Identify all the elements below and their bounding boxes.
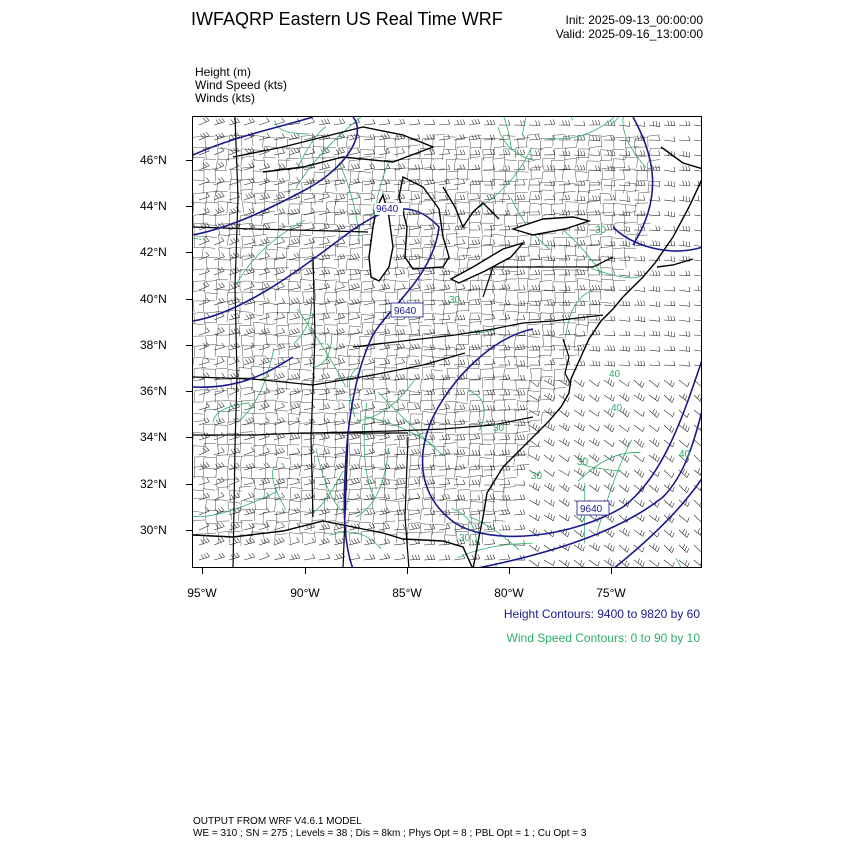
plot-title: IWFAQRP Eastern US Real Time WRF	[191, 9, 503, 29]
longitude-label: 80°W	[494, 586, 524, 600]
longitude-tick	[509, 568, 510, 574]
wind-speed-contour-line	[213, 403, 249, 423]
latitude-tick	[186, 484, 192, 485]
longitude-label: 85°W	[392, 586, 422, 600]
latitude-tick	[186, 299, 192, 300]
wind-contour-label: 40	[611, 403, 623, 414]
latitude-label: 40°N	[140, 292, 167, 306]
map-canvas	[193, 117, 702, 568]
wind-speed-contour-line	[356, 380, 414, 421]
wind-contour-label: 30	[531, 471, 543, 482]
latitude-tick	[186, 206, 192, 207]
latitude-tick	[186, 530, 192, 531]
state-boundaries	[193, 117, 702, 568]
longitude-label: 90°W	[290, 586, 320, 600]
wind-contour-label: 40	[609, 369, 621, 380]
model-info-line: OUTPUT FROM WRF V4.6.1 MODEL	[193, 816, 362, 827]
height-contour-label: 9640	[580, 504, 603, 515]
latitude-label: 46°N	[140, 153, 167, 167]
longitude-tick	[305, 568, 306, 574]
wind-speed-contour-line	[272, 466, 285, 510]
wind-speed-contour-line	[296, 127, 326, 171]
latitude-label: 36°N	[140, 384, 167, 398]
wind-speed-contour-line	[356, 448, 389, 517]
wind-contour-label: 30	[595, 225, 607, 236]
wind-speed-contours	[193, 117, 702, 568]
latitude-label: 38°N	[140, 338, 167, 352]
wind-contour-label: 30	[577, 457, 589, 468]
longitude-label: 95°W	[187, 586, 217, 600]
longitude-tick	[202, 568, 203, 574]
winds-field-label: Winds (kts)	[195, 91, 255, 105]
wind-speed-contour-line	[522, 117, 544, 135]
height-contours	[193, 117, 702, 568]
init-time: Init: 2025-09-13_00:00:00	[565, 13, 703, 27]
height-contour-label: 9640	[394, 306, 417, 317]
wind-contour-label: 40	[679, 449, 691, 460]
wind-contour-label: 30	[449, 295, 461, 306]
latitude-label: 30°N	[140, 523, 167, 537]
latitude-tick	[186, 160, 192, 161]
latitude-tick	[186, 252, 192, 253]
height-contours-legend: Height Contours: 9400 to 9820 by 60	[503, 607, 700, 621]
wind-barbs	[199, 117, 702, 567]
longitude-label: 75°W	[596, 586, 626, 600]
wind-speed-contour-line	[623, 117, 646, 168]
contour-labels	[375, 203, 691, 544]
height-contour-label: 9640	[376, 204, 399, 215]
longitude-tick	[611, 568, 612, 574]
wind-contours-legend: Wind Speed Contours: 0 to 90 by 10	[506, 631, 700, 645]
map-panel	[192, 116, 702, 568]
latitude-label: 34°N	[140, 430, 167, 444]
latitude-label: 42°N	[140, 245, 167, 259]
latitude-label: 44°N	[140, 199, 167, 213]
wind-speed-contour-line	[193, 237, 201, 253]
model-config-line: WE = 310 ; SN = 275 ; Levels = 38 ; Dis = 8km ; Phys Opt = 8 ; PBL Opt = 1 ; Cu Opt = 3	[193, 828, 587, 839]
latitude-tick	[186, 391, 192, 392]
latitude-tick	[186, 345, 192, 346]
wind-contour-label: 30	[493, 423, 505, 434]
latitude-label: 32°N	[140, 477, 167, 491]
height-field-label: Height (m)	[195, 65, 252, 79]
wind-speed-field-label: Wind Speed (kts)	[195, 78, 288, 92]
longitude-tick	[407, 568, 408, 574]
wind-speed-contour-line	[541, 117, 573, 120]
latitude-tick	[186, 437, 192, 438]
wind-speed-contour-line	[566, 290, 594, 334]
wind-contour-label: 30	[459, 533, 471, 544]
valid-time: Valid: 2025-09-16_13:00:00	[555, 27, 703, 41]
wind-barb-field	[199, 117, 702, 567]
